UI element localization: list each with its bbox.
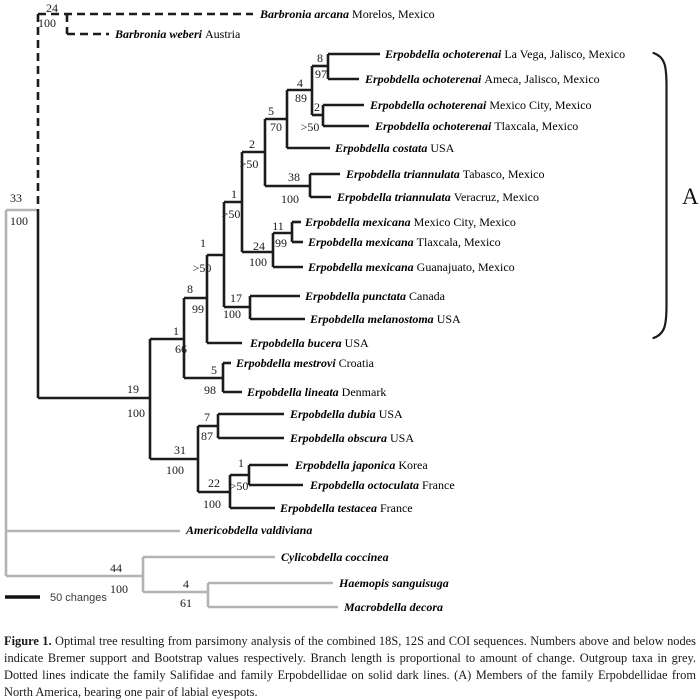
support-value: 66 [175, 342, 187, 356]
taxon-label [364, 72, 600, 86]
support-value: 100 [249, 255, 267, 269]
support-value: 89 [295, 91, 307, 105]
taxon-species-name: Barbronia weberi [115, 27, 203, 41]
support-value: 22 [208, 476, 220, 490]
support-value: 4 [183, 577, 189, 591]
support-value: 97 [315, 67, 327, 81]
taxon-label [309, 312, 461, 326]
support-value: 24 [253, 239, 265, 253]
taxon-label [307, 260, 515, 274]
support-value: 100 [110, 582, 128, 596]
taxon-species-name: Americobdella valdiviana [186, 523, 313, 537]
support-value: 2 [249, 137, 255, 151]
support-value: 98 [204, 383, 216, 397]
taxon-label [235, 356, 375, 370]
taxon-locality: Mexico City, Mexico [410, 215, 516, 229]
taxon-species-name: Barbronia arcana [260, 7, 350, 21]
taxon-species-name: Erpobdella triannulata [346, 167, 460, 181]
taxon-species-name: Erpobdella mestrovi [236, 356, 336, 370]
taxon-label [307, 235, 501, 249]
taxon-species-name: Erpobdella ochoterenai [370, 98, 487, 112]
support-value: 70 [270, 120, 282, 134]
taxon-label [334, 141, 455, 155]
taxon-species-name: Erpobdella lineata [247, 385, 339, 399]
support-value: 100 [203, 497, 221, 511]
support-value: >50 [192, 261, 212, 275]
support-value: >50 [239, 157, 259, 171]
support-value: 1 [231, 187, 237, 201]
taxon-label [289, 431, 414, 445]
taxon-label [114, 27, 241, 41]
taxon-locality: Canada [406, 289, 445, 303]
support-value: 17 [230, 291, 242, 305]
taxon-label [345, 167, 545, 181]
taxon-locality: Morelos, Mexico [349, 7, 435, 21]
support-value: 2 [314, 100, 320, 114]
support-value: 5 [268, 104, 274, 118]
taxon-label [338, 576, 449, 590]
taxon-label [309, 478, 455, 492]
taxon-species-name: Erpobdella punctata [305, 289, 407, 303]
taxon-label [294, 458, 428, 472]
taxon-species-name: Erpobdella testacea [280, 501, 377, 515]
taxon-species-name: Cylicobdella coccinea [281, 550, 389, 564]
support-value: 8 [187, 282, 193, 296]
taxon-locality: La Vega, Jalisco, Mexico [501, 47, 626, 61]
figure-caption [4, 633, 696, 700]
caption-text: Optimal tree resulting from parsimony analysis of the combined 18S, 12S and COI sequences. Numbers above and below nodes indicate Bremer support and Bootstrap values respectively. Branch length is proportional to amount of change. Outgroup taxa in grey. Dotted lines indicate the family Salifidae and family Erpobdellidae on solid dark lines. (A) Members of the family Erpobdellidae from North America, bearing one pair of labial eyespots. [4, 634, 696, 700]
taxon-species-name: Macrobdella decora [344, 600, 443, 614]
support-value: 99 [192, 302, 204, 316]
support-value: 8 [317, 51, 323, 65]
taxon-locality: France [376, 501, 413, 515]
support-value: 38 [288, 170, 300, 184]
taxon-label [279, 501, 413, 515]
taxon-label [289, 407, 403, 421]
support-value: 11 [272, 219, 284, 233]
taxon-label [343, 600, 443, 614]
taxon-species-name: Erpobdella dubia [290, 407, 376, 421]
taxon-label [249, 336, 369, 350]
support-value: 100 [223, 307, 241, 321]
taxon-locality: Guanajuato, Mexico [413, 260, 515, 274]
taxon-locality: Ameca, Jalisco, Mexico [481, 72, 600, 86]
taxon-species-name: Erpobdella obscura [290, 431, 388, 445]
support-value: 100 [127, 406, 145, 420]
taxon-species-name: Erpobdella octoculata [310, 478, 419, 492]
support-value: 31 [174, 443, 186, 457]
support-value: >50 [300, 120, 320, 134]
support-value: 1 [200, 236, 206, 250]
support-value: 5 [211, 363, 217, 377]
taxon-species-name: Erpobdella melanostoma [310, 312, 434, 326]
taxon-species-name: Erpobdella bucera [250, 336, 342, 350]
taxon-species-name: Erpobdella triannulata [337, 190, 451, 204]
taxon-label [281, 550, 389, 564]
support-value: 100 [281, 192, 299, 206]
caption-figure-number: Figure 1. [4, 634, 52, 648]
taxon-species-name: Erpobdella japonica [295, 458, 396, 472]
taxon-species-name: Erpobdella ochoterenai [375, 119, 492, 133]
support-value: 24 [46, 1, 58, 15]
taxon-label [304, 289, 446, 303]
taxon-locality: Tlaxcala, Mexico [491, 119, 579, 133]
support-value: 4 [297, 76, 303, 90]
support-value: >50 [229, 479, 249, 493]
support-value: 44 [110, 561, 122, 575]
taxon-label [369, 98, 592, 112]
taxon-locality: USA [375, 407, 403, 421]
support-value: 7 [204, 410, 210, 424]
taxon-locality: USA [387, 431, 415, 445]
support-value: >50 [221, 207, 241, 221]
support-value: 100 [38, 16, 56, 30]
support-value: 99 [275, 236, 287, 250]
taxon-locality: USA [433, 312, 461, 326]
taxon-locality: USA [341, 336, 369, 350]
support-value: 1 [238, 456, 244, 470]
taxon-species-name: Erpobdella costata [335, 141, 428, 155]
taxon-locality: Mexico City, Mexico [486, 98, 592, 112]
taxon-label [246, 385, 386, 399]
support-value: 87 [201, 429, 213, 443]
support-value: 100 [166, 463, 184, 477]
taxon-species-name: Erpobdella mexicana [305, 215, 411, 229]
taxon-species-name: Erpobdella ochoterenai [385, 47, 502, 61]
scale-bar-label: 50 changes [50, 592, 107, 604]
taxon-locality: France [419, 478, 455, 492]
taxon-label [259, 7, 435, 21]
taxon-locality: Austria [202, 27, 241, 41]
taxon-label [384, 47, 625, 61]
support-value: 100 [10, 214, 28, 228]
taxon-label [304, 215, 516, 229]
taxon-locality: Denmark [338, 385, 387, 399]
support-value: 61 [180, 596, 192, 610]
taxon-species-name: Erpobdella mexicana [308, 260, 414, 274]
taxon-locality: Croatia [335, 356, 374, 370]
taxon-locality: Veracruz, Mexico [450, 190, 539, 204]
taxon-species-name: Erpobdella mexicana [308, 235, 414, 249]
taxon-locality: Tabasco, Mexico [459, 167, 545, 181]
support-value: 19 [127, 382, 139, 396]
taxon-label [336, 190, 539, 204]
taxon-label [185, 523, 312, 537]
taxon-locality: Tlaxcala, Mexico [413, 235, 501, 249]
clade-a-label: A [682, 184, 699, 209]
support-value: 33 [10, 191, 22, 205]
taxon-species-name: Erpobdella ochoterenai [365, 72, 482, 86]
taxon-label [374, 119, 578, 133]
taxon-locality: USA [427, 141, 455, 155]
clade-a-bracket [654, 53, 667, 338]
support-value: 1 [173, 324, 179, 338]
taxon-locality: Korea [395, 458, 428, 472]
taxon-species-name: Haemopis sanguisuga [339, 576, 449, 590]
